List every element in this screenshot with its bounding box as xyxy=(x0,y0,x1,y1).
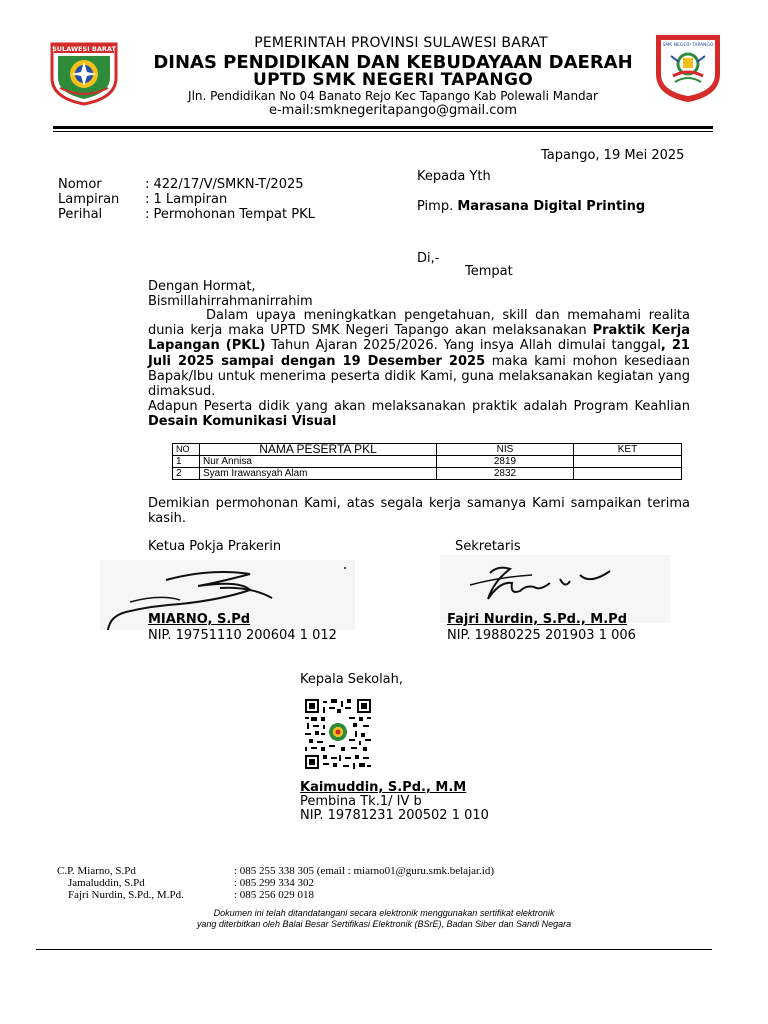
paragraph-1-e: maka kami mohon kesediaan Bapak/Ibu untuk menerima peserta didik Kami, guna melaksanakan kegiatan yang dimaksud. xyxy=(148,353,691,400)
lampiran-value: : 1 Lampiran xyxy=(145,192,228,207)
paragraph-1-pkl: Praktik Kerja Lapangan (PKL) xyxy=(148,323,690,354)
col-name: NAMA PESERTA PKL xyxy=(200,444,437,456)
paragraph-1-c: Tahun Ajaran 2025/2026. Yang insya Allah dimulai tanggal xyxy=(271,338,661,354)
cp-name-2: Jamaluddin, S.Pd xyxy=(68,877,145,889)
cp-name-1: C.P. Miarno, S.Pd xyxy=(57,865,136,877)
kepada-yth: Kepada Yth xyxy=(417,169,491,184)
greeting: Dengan Hormat, xyxy=(148,279,256,294)
paragraph-1 xyxy=(148,308,690,399)
left-sign-name: MIARNO, S.Pd xyxy=(148,612,251,627)
footer-rule xyxy=(36,949,712,950)
header-rule-thick xyxy=(53,126,713,129)
right-sign-title: Sekretaris xyxy=(455,539,521,554)
left-sign-title: Ketua Pokja Prakerin xyxy=(148,539,282,554)
logo-left-label: SULAWESI BARAT xyxy=(52,45,116,53)
disclaimer-1: Dokumen ini telah ditandatangani secara elektronik menggunakan sertifikat elektronik xyxy=(213,908,555,918)
lampiran-label: Lampiran xyxy=(58,192,120,207)
paragraph-2 xyxy=(148,399,690,429)
kop-email: e-mail:smknegeritapango@gmail.com xyxy=(268,103,518,118)
row-ket xyxy=(574,468,682,480)
program-name: Desain Komunikasi Visual xyxy=(148,414,337,430)
tempat-label: Tempat xyxy=(465,264,513,279)
cp-phone-2: : 085 299 334 302 xyxy=(234,877,315,889)
qr-code xyxy=(305,699,371,769)
kop-address: Jln. Pendidikan No 04 Banato Rejo Kec Tapango Kab Polewali Mandar xyxy=(188,89,598,103)
cp-phone-3: : 085 256 029 018 xyxy=(234,889,315,901)
head-title: Kepala Sekolah, xyxy=(300,672,404,687)
row-name: Nur Annisa xyxy=(200,456,437,468)
header-rule-thin xyxy=(53,131,713,132)
left-sign-nip: NIP. 19751110 200604 1 012 xyxy=(148,628,337,643)
row-nis: 2819 xyxy=(437,456,574,468)
perihal-value: : Permohonan Tempat PKL xyxy=(145,207,315,222)
paragraph-1-a: Dalam upaya meningkatkan pengetahuan, skill dan memahami realita dunia kerja maka UPTD SMK Negeri Tapango akan melaksanakan xyxy=(148,308,690,339)
table-header-row xyxy=(173,444,682,456)
logo-right-label: SMK NEGERI TAPANGO xyxy=(662,43,714,48)
row-nis: 2832 xyxy=(437,468,574,480)
pimp-prefix: Pimp. xyxy=(417,199,454,214)
row-no: 1 xyxy=(173,456,200,468)
perihal-label: Perihal xyxy=(58,207,103,222)
participant-table xyxy=(172,443,682,480)
kop-school: UPTD SMK NEGERI TAPANGO xyxy=(253,70,533,90)
table-row xyxy=(173,468,682,480)
head-name: Kaimuddin, S.Pd., M.M xyxy=(300,780,467,795)
recipient-name: Marasana Digital Printing xyxy=(457,199,646,214)
disclaimer-2: yang diterbitkan oleh Balai Besar Sertifikasi Elektronik (BSrE), Badan Siber dan Sandi Negara xyxy=(196,919,572,929)
cp-name-3: Fajri Nurdin, S.Pd., M.Pd. xyxy=(68,889,184,901)
nomor-label: Nomor xyxy=(58,177,102,192)
row-no: 2 xyxy=(173,468,200,480)
row-name: Syam Irawansyah Alam xyxy=(200,468,437,480)
col-no: NO xyxy=(173,444,200,456)
kop-department: DINAS PENDIDIKAN DAN KEBUDAYAAN DAERAH xyxy=(153,52,633,73)
col-nis: NIS xyxy=(437,444,574,456)
recipient-line xyxy=(417,199,645,215)
row-ket xyxy=(574,456,682,468)
bismillah: Bismillahirrahmanirrahim xyxy=(148,294,313,309)
col-ket: KET xyxy=(574,444,682,456)
kop-government: PEMERINTAH PROVINSI SULAWESI BARAT xyxy=(254,35,548,51)
head-nip: NIP. 19781231 200502 1 010 xyxy=(300,808,489,823)
nomor-value: : 422/17/V/SMKN-T/2025 xyxy=(145,177,304,192)
head-rank: Pembina Tk.1/ IV b xyxy=(300,794,422,809)
di-label: Di,- xyxy=(417,251,440,266)
right-sign-nip: NIP. 19880225 201903 1 006 xyxy=(447,628,636,643)
closing-paragraph: Demikian permohonan Kami, atas segala kerja samanya Kami sampaikan terima kasih. xyxy=(148,496,690,527)
right-sign-name: Fajri Nurdin, S.Pd., M.Pd xyxy=(447,612,628,627)
cp-phone-1: : 085 255 338 305 (email : miarno01@guru.smk.belajar.id) xyxy=(234,865,495,877)
letter-date: Tapango, 19 Mei 2025 xyxy=(541,148,685,163)
table-row xyxy=(173,456,682,468)
paragraph-2-a: Adapun Peserta didik yang akan melaksanakan praktik adalah Program Keahlian xyxy=(148,399,690,414)
paragraph-1-dates: , 21 Juli 2025 sampai dengan 19 Desember 2025 xyxy=(148,338,690,369)
